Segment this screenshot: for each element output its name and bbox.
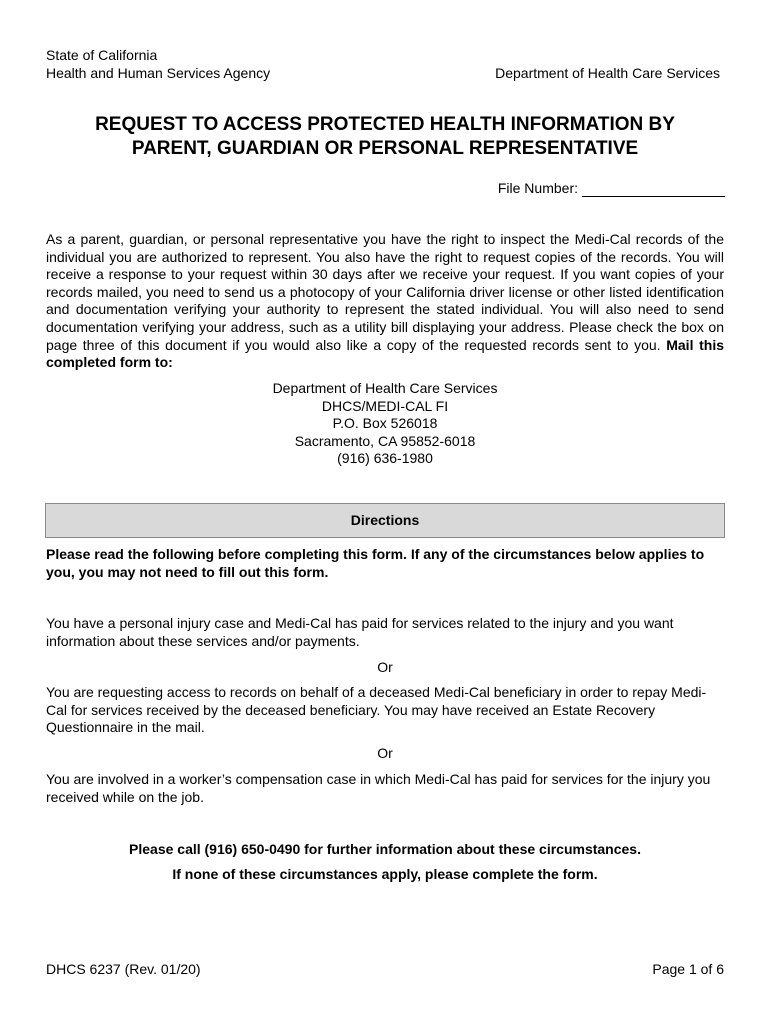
form-title [40,113,730,161]
directions-notice: Please read the following before completing this form. If any of the circumstances below applies to you, you may not need to fill out this form. [46,546,705,580]
form-number: DHCS 6237 (Rev. 01/20) [46,961,201,977]
address-line-3: P.O. Box 526018 [332,415,438,432]
form-title-line-2: PARENT, GUARDIAN OR PERSONAL REPRESENTATIVE [131,138,639,159]
directions-heading: Directions [45,503,725,538]
file-number-label: File Number: [497,180,578,196]
circumstance-workers-comp: You are involved in a worker’s compensation case in which Medi-Cal has paid for services for the injury you received while on the job. [46,771,711,805]
or-separator-2: Or [377,745,393,761]
form-title-line-1: REQUEST TO ACCESS PROTECTED HEALTH INFORMATION BY [95,114,675,135]
address-line-4: Sacramento, CA 95852-6018 [294,432,476,449]
mail-to-label: Mail this completed form to: [46,336,725,371]
circumstance-deceased-beneficiary: You are requesting access to records on behalf of a deceased Medi-Cal beneficiary in order to repay Medi-Cal for services received by the deceased beneficiary. You may have received an Estate Recovery Questionnaire in the mail. [46,684,707,736]
department-name: Department of Health Care Services [495,65,720,81]
intro-paragraph [46,231,724,372]
address-line-1: Department of Health Care Services [272,380,498,396]
header-left [46,46,406,82]
complete-form-notice: If none of these circumstances apply, please complete the form. [172,866,598,882]
or-separator-1: Or [377,659,393,675]
file-number-field [498,179,725,197]
agency-name: Health and Human Services Agency [46,65,271,81]
state-name: State of California [46,47,158,63]
address-phone: (916) 636-1980 [337,450,433,467]
call-notice: Please call (916) 650-0490 for further information about these circumstances. [129,841,641,857]
mailing-address [46,380,724,468]
intro-text: As a parent, guardian, or personal representative you have the right to inspect the Medi-Cal records of the individual you are authorized to represent. You also have the right to request copies of the records. You will receive a response to your request within 30 days after we receive your request. If you want copies of your records mailed, you need to send us a photocopy of your California driver license or other listed identification and documentation verifying your authority to represent the stated individual. You will also need to send documentation verifying your address, such as a utility bill displaying your address. Please check the box on page three of this document if you would also like a copy of the requested records sent to you. [46,231,724,353]
circumstance-personal-injury: You have a personal injury case and Medi-Cal has paid for services related to the injury and you want information about these services and/or payments. [46,615,674,649]
page-number: Page 1 of 6 [652,961,724,977]
address-line-2: DHCS/MEDI-CAL FI [321,397,449,414]
file-number-input[interactable] [582,183,725,197]
